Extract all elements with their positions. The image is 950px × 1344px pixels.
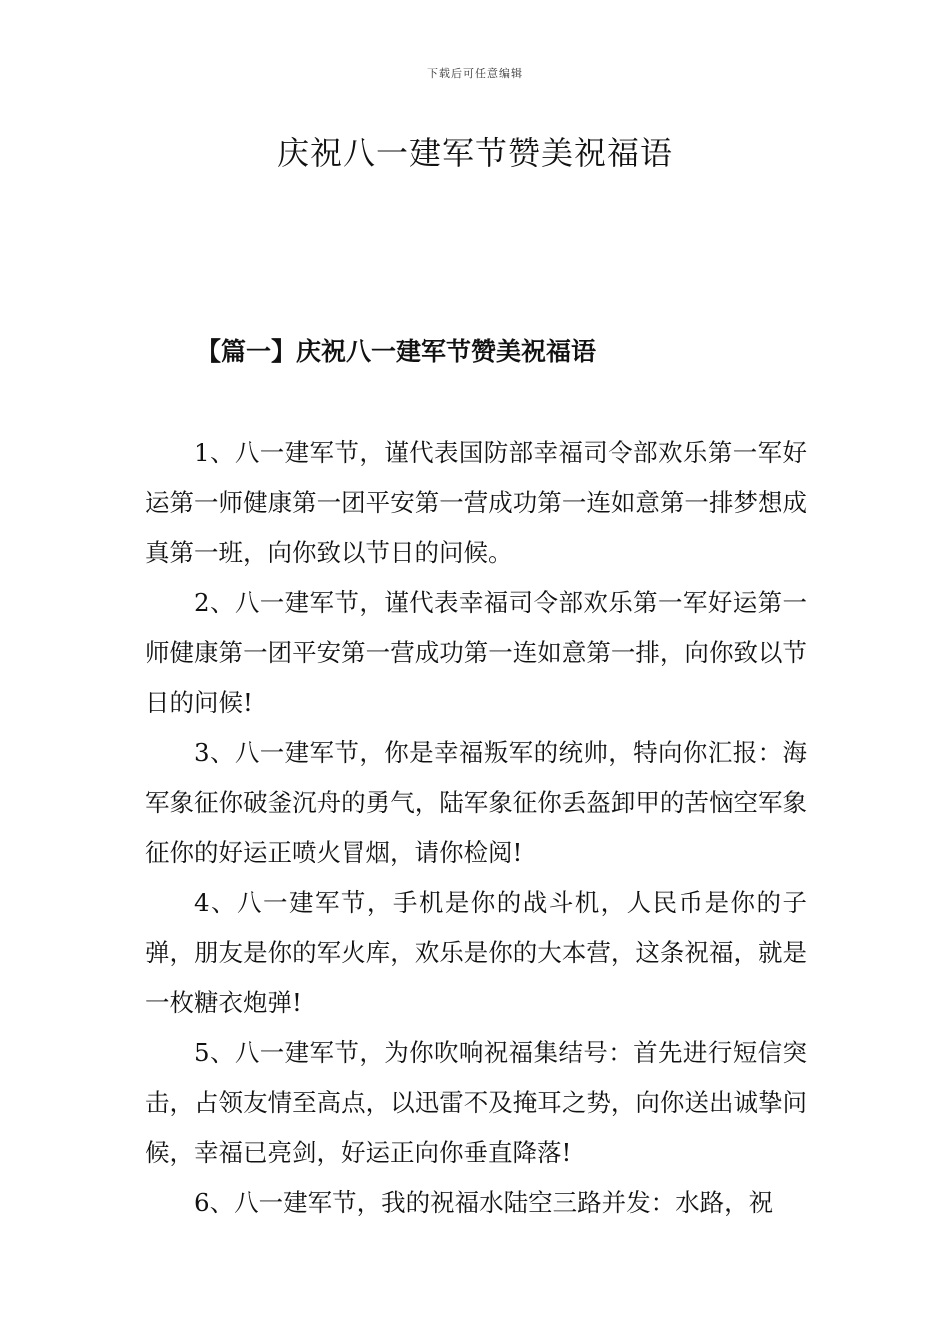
- paragraph-1: 1、八一建军节，谨代表国防部幸福司令部欢乐第一军好运第一师健康第一团平安第一营成功第一连如意第一排梦想成真第一班，向你致以节日的问候。: [145, 438, 807, 567]
- header-note: 下载后可任意编辑: [427, 67, 523, 80]
- paragraph-6: 6、八一建军节，我的祝福水陆空三路并发：水路，祝: [194, 1188, 774, 1217]
- paragraph-3: 3、八一建军节，你是幸福叛军的统帅，特向你汇报：海军象征你破釜沉舟的勇气，陆军象征你丢盔卸甲的苦恼空军象征你的好运正喷火冒烟，请你检阅!: [145, 738, 807, 867]
- paragraph-5: 5、八一建军节，为你吹响祝福集结号：首先进行短信突击，占领友情至高点，以迅雷不及掩耳之势，向你送出诚挚问候，幸福已亮剑，好运正向你垂直降落!: [145, 1038, 807, 1167]
- paragraph-2: 2、八一建军节，谨代表幸福司令部欢乐第一军好运第一师健康第一团平安第一营成功第一连如意第一排，向你致以节日的问候!: [145, 588, 807, 717]
- section-heading: 【篇一】庆祝八一建军节赞美祝福语: [196, 337, 597, 366]
- paragraph-4: 4、八一建军节，手机是你的战斗机，人民币是你的子弹，朋友是你的军火库，欢乐是你的大本营，这条祝福，就是一枚糖衣炮弹!: [145, 888, 807, 1017]
- document-title: 庆祝八一建军节赞美祝福语: [276, 134, 673, 172]
- document-body: [145, 428, 807, 1228]
